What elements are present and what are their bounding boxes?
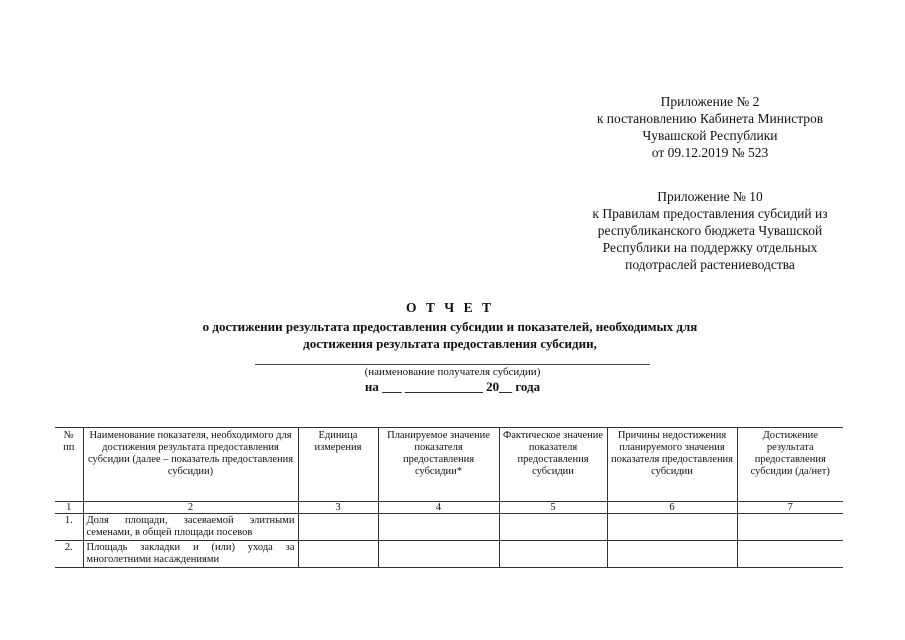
column-number: 6 (607, 502, 737, 514)
appendix-10-header (580, 188, 840, 273)
column-number: 7 (737, 502, 843, 514)
header-number: № пп (55, 428, 83, 502)
report-subtitle-line: достижения результата предоставления субсидии, (303, 336, 597, 351)
column-number-row (55, 502, 843, 514)
report-period: на ___ ____________ 20__ года (364, 379, 541, 394)
appendix-10-line: к Правилам предоставления субсидий из (592, 206, 828, 221)
planned-value-cell[interactable] (378, 541, 499, 568)
recipient-caption: (наименование получателя субсидии) (364, 366, 541, 378)
achievement-cell[interactable] (737, 541, 843, 568)
table-row (55, 541, 843, 568)
appendix-10-line: Приложение № 10 (657, 189, 763, 204)
column-number: 1 (55, 502, 83, 514)
appendix-10-line: республиканского бюджета Чувашской (597, 223, 823, 238)
row-number: 2. (55, 541, 83, 568)
report-title: О Т Ч Е Т (406, 300, 494, 315)
reasons-cell[interactable] (607, 541, 737, 568)
table-header-row (55, 428, 843, 502)
column-number: 2 (83, 502, 298, 514)
column-number: 4 (378, 502, 499, 514)
appendix-2-line: от 09.12.2019 № 523 (651, 145, 769, 160)
indicator-name: Площадь закладки и (или) ухода за многолетними насаждениями (83, 541, 298, 568)
header-actual-value: Фактическое значение показателя предоставления субсидии (499, 428, 607, 502)
actual-value-cell[interactable] (499, 514, 607, 541)
appendix-2-line: Приложение № 2 (660, 94, 760, 109)
column-number: 5 (499, 502, 607, 514)
report-subtitle (130, 318, 770, 352)
report-table (55, 427, 843, 568)
unit-cell[interactable] (298, 541, 378, 568)
column-number: 3 (298, 502, 378, 514)
indicator-name: Доля площади, засеваемой элитными семенами, в общей площади посевов (83, 514, 298, 541)
header-reasons: Причины недостижения планируемого значения показателя предоставления субсидии (607, 428, 737, 502)
header-planned-value: Планируемое значение показателя предоставления субсидии* (378, 428, 499, 502)
report-subtitle-line: о достижении результата предоставления субсидии и показателей, необходимых для (202, 319, 698, 334)
unit-cell[interactable] (298, 514, 378, 541)
achievement-cell[interactable] (737, 514, 843, 541)
appendix-2-line: Чувашской Республики (642, 128, 778, 143)
appendix-2-line: к постановлению Кабинета Министров (596, 111, 824, 126)
planned-value-cell[interactable] (378, 514, 499, 541)
appendix-10-line: Республики на поддержку отдельных (602, 240, 818, 255)
recipient-name-line[interactable] (255, 364, 650, 365)
row-number: 1. (55, 514, 83, 541)
header-indicator-name: Наименование показателя, необходимого для достижения результата предоставления субсидии (далее – показатель предоставления субсидии) (83, 428, 298, 502)
appendix-10-line: подотраслей растениеводства (625, 257, 795, 272)
header-unit: Единица измерения (298, 428, 378, 502)
appendix-2-header (580, 93, 840, 161)
reasons-cell[interactable] (607, 514, 737, 541)
actual-value-cell[interactable] (499, 541, 607, 568)
table-row (55, 514, 843, 541)
header-achievement: Достижение результата предоставления субсидии (да/нет) (737, 428, 843, 502)
